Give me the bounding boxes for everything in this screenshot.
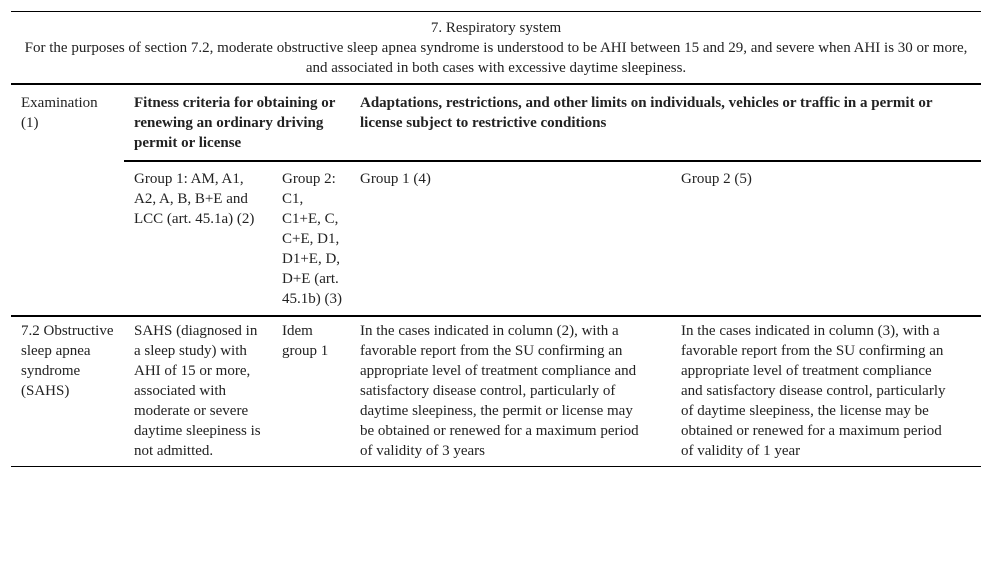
group1-criteria-cell: SAHS (diagnosed in a sleep study) with AHI of 15 or more, associated with moderate or severe daytime sleepiness is not admitted. bbox=[124, 316, 273, 467]
group1-adaptation-cell: In the cases indicated in column (2), with a favorable report from the SU confirming an appropriate level of treatment compliance and satisfactory disease control, particularly of daytime sleepiness, the permit or license may be obtained or renewed for a maximum period of validity of 3 years bbox=[350, 316, 671, 467]
group2-criteria-cell: Idem group 1 bbox=[273, 316, 350, 467]
group2-adaptation-cell: In the cases indicated in column (3), with a favorable report from the SU confirming an appropriate level of treatment compliance and satisfactory disease control, particularly of daytime sleepiness, the license may be obtained or renewed for a maximum period of validity of 1 year bbox=[671, 316, 981, 467]
group2-fitness-header: Group 2: C1, C1+E, C, C+E, D1, D1+E, D, D+E (art. 45.1b) (3) bbox=[273, 161, 350, 316]
table-row bbox=[11, 316, 981, 467]
caption-note: For the purposes of section 7.2, moderate obstructive sleep apnea syndrome is understood to be AHI between 15 and 29, and severe when AHI is 30 or more, and associated in both cases with excessive daytime sleepiness. bbox=[24, 40, 968, 76]
group2-adapt-header: Group 2 (5) bbox=[671, 161, 981, 316]
adaptations-header: Adaptations, restrictions, and other limits on individuals, vehicles or traffic in a permit or license subject to restrictive conditions bbox=[350, 84, 981, 161]
exam-cell: 7.2 Obstructive sleep apnea syndrome (SAHS) bbox=[11, 316, 124, 467]
caption-row bbox=[11, 12, 981, 85]
table-caption bbox=[11, 12, 981, 85]
header-row-2 bbox=[11, 161, 981, 316]
examination-header: Examination (1) bbox=[21, 95, 98, 131]
group1-adapt-header: Group 1 (4) bbox=[350, 161, 671, 316]
regulation-table-container bbox=[11, 11, 981, 467]
group1-fitness-header: Group 1: AM, A1, A2, A, B, B+E and LCC (art. 45.1a) (2) bbox=[124, 161, 273, 316]
header-row-1 bbox=[11, 84, 981, 161]
caption-title: 7. Respiratory system bbox=[430, 20, 562, 36]
fitness-header: Fitness criteria for obtaining or renewing an ordinary driving permit or license bbox=[124, 84, 350, 161]
respiratory-criteria-table bbox=[11, 11, 981, 467]
